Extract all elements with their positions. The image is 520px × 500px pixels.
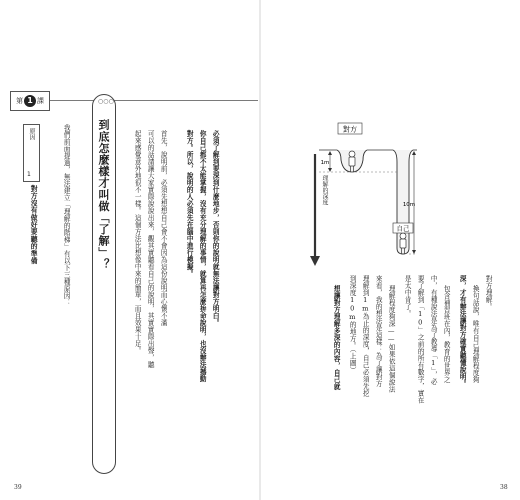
page-number-left: 39 <box>14 484 22 491</box>
right-col-4: 包含補習班在內，教育的世界之 <box>442 285 451 383</box>
right-col-11: 到深度10m的地方。（上圖） <box>348 275 357 374</box>
depth-axis-label: 理解的深度 <box>321 175 328 205</box>
marker-10m-head-top <box>412 151 416 155</box>
marker-10m-head-bottom <box>412 250 416 254</box>
right-col-8: 理解程度夠深——如果依這個說法 <box>387 285 396 393</box>
page-number-right: 38 <box>500 484 508 491</box>
bold-line-3: 對方。所以，說明的人必須先在腦中進行模擬。 <box>185 130 194 277</box>
left-page <box>0 0 259 500</box>
marker-1m-head-top <box>328 151 332 155</box>
lesson-number: 1 <box>24 95 36 107</box>
right-col-3: 深，才有辦法讓對方確實聽懂說明。 <box>458 275 467 387</box>
lesson-badge <box>10 91 50 111</box>
right-col-12: 想讓對方理解多深的內容，自己就 <box>332 285 341 390</box>
lesson-prefix: 第 <box>16 97 23 105</box>
chapter-title-capsule <box>92 94 116 474</box>
body-column-c: 可以的話請讓大家實際說說出來，觀其實聽看自己的說明，其實實際出聲，聽 <box>146 130 155 368</box>
bold-line-1: 必須了解到要深到什麼地步，否則你的說明就無法讓對方明白。 <box>211 130 220 326</box>
lesson-suffix: 課 <box>37 97 44 105</box>
body-column-b: 首先，說明前，必須先想想自己會不會因為這份說明而心懷不滿 <box>159 130 168 326</box>
capsule-dots: ○○○ <box>98 98 114 105</box>
body-column-a: 我們前面提過，無法建立「理解的階梯」有以下三種原因： <box>62 124 71 306</box>
depth-diagram <box>297 120 417 270</box>
depth-arrow-head <box>310 256 320 266</box>
reason-box <box>23 124 40 182</box>
reason-title: 對方沒有做好要聽的準備 <box>29 185 38 265</box>
right-col-2: 換句話說，唯有自己理解程度夠 <box>471 285 480 383</box>
right-col-7: 是太中肯了。 <box>403 275 412 317</box>
label-10m: 10m <box>402 202 416 208</box>
reason-label: 原因 <box>28 128 35 140</box>
bold-line-2: 你自己都不太能掌握，沒有充分理解的事情，就算再怎麼拚命說明，也沒辦法撼動 <box>198 130 207 382</box>
body-column-d: 起來感覺意外地很不一樣。這個方法比想像中來的簡單，而且效果十足。 <box>133 130 142 354</box>
chapter-title: 到底怎麼樣才叫做「了解」？ <box>97 119 110 270</box>
marker-1m-head-bottom <box>328 168 332 172</box>
right-col-10: 理解到1m為止的深度，自己必須先挖 <box>361 275 370 397</box>
reason-number: 1 <box>27 171 31 178</box>
right-col-6: 要了解到「10」之前的所有數字，實在 <box>416 275 425 404</box>
right-col-1: 對方理解。 <box>484 275 493 310</box>
right-col-9: 來看，我的想法是這樣：為了讓對方 <box>374 275 383 387</box>
label-self: 自己 <box>396 224 410 233</box>
right-col-5: 中，有種說法是為了教導「1」，必 <box>429 275 438 386</box>
label-1m: 1m <box>320 160 330 166</box>
label-other: 對方 <box>343 125 357 134</box>
